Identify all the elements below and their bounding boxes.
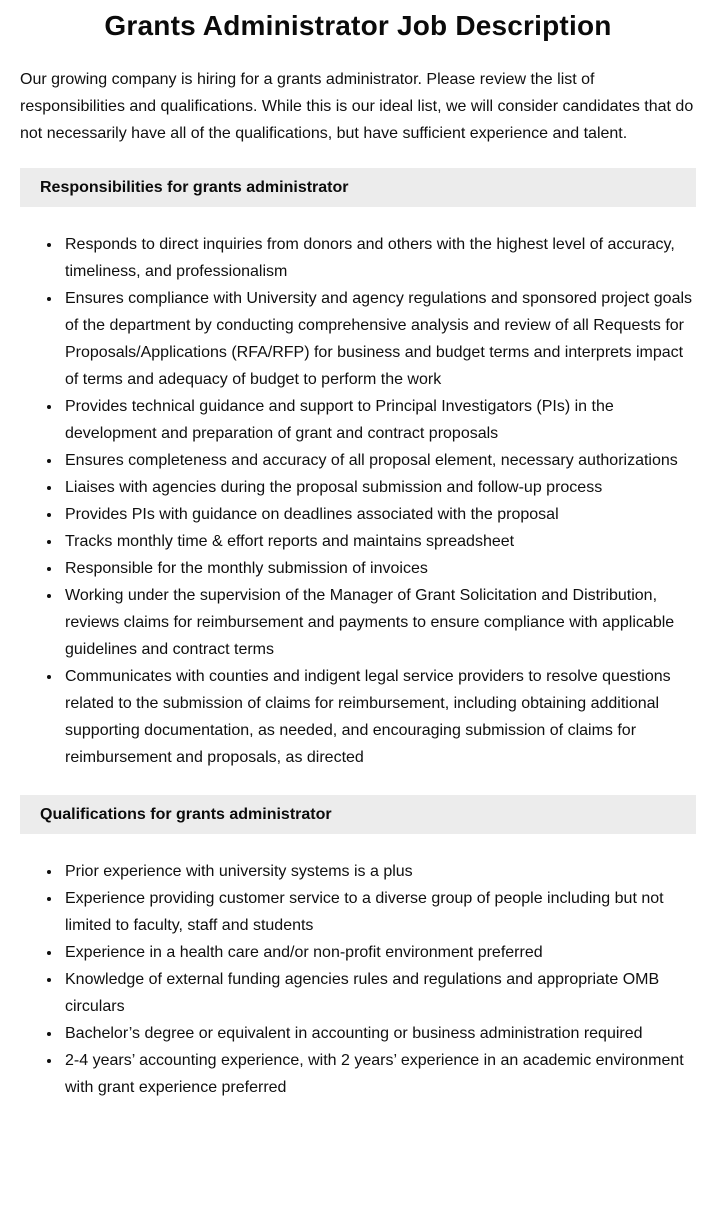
list-item: • Ensures completeness and accuracy of all proposal element, necessary authorizations <box>62 447 696 474</box>
intro-paragraph: Our growing company is hiring for a grants administrator. Please review the list of responsibilities and qualifications. While this is our ideal list, we will consider candidates that do not necessarily have all of the qualifications, but have sufficient experience and talent. <box>20 71 694 142</box>
list-item: • Responds to direct inquiries from donors and others with the highest level of accuracy, timeliness, and professionalism <box>62 231 696 285</box>
list-item: • Tracks monthly time & effort reports and maintains spreadsheet <box>62 528 696 555</box>
list-item: • Experience in a health care and/or non-profit environment preferred <box>62 939 696 966</box>
list-item: • Provides technical guidance and support to Principal Investigators (PIs) in the development and preparation of grant and contract proposals <box>62 393 696 447</box>
qualifications-section-header: Qualifications for grants administrator <box>20 795 696 834</box>
list-item: • Prior experience with university systems is a plus <box>62 858 696 885</box>
list-item: • Liaises with agencies during the proposal submission and follow-up process <box>62 474 696 501</box>
list-item: • Working under the supervision of the Manager of Grant Solicitation and Distribution, reviews claims for reimbursement and payments to ensure compliance with applicable guidelines and contract terms <box>62 582 696 663</box>
list-item: • Experience providing customer service to a diverse group of people including but not limited to faculty, staff and students <box>62 885 696 939</box>
list-item: • Provides PIs with guidance on deadlines associated with the proposal <box>62 501 696 528</box>
list-item: • Ensures compliance with University and agency regulations and sponsored project goals of the department by conducting comprehensive analysis and review of all Requests for Proposals/Applications (RFA/RFP) for business and budget terms and interprets impact of terms and adequacy of budget to perform the work <box>62 285 696 393</box>
responsibilities-section-header: Responsibilities for grants administrator <box>20 168 696 207</box>
list-item: • Responsible for the monthly submission of invoices <box>62 555 696 582</box>
list-item: • 2-4 years’ accounting experience, with 2 years’ experience in an academic environment with grant experience preferred <box>62 1047 696 1101</box>
responsibilities-list <box>20 219 696 771</box>
qualifications-list <box>20 846 696 1101</box>
page-title: Grants Administrator Job Description <box>104 10 612 41</box>
list-item: • Knowledge of external funding agencies rules and regulations and appropriate OMB circulars <box>62 966 696 1020</box>
list-item: • Bachelor’s degree or equivalent in accounting or business administration required <box>62 1020 696 1047</box>
list-item: • Communicates with counties and indigent legal service providers to resolve questions related to the submission of claims for reimbursement, including obtaining additional supporting documentation, as needed, and encouraging submission of claims for reimbursement and proposals, as directed <box>62 663 696 771</box>
